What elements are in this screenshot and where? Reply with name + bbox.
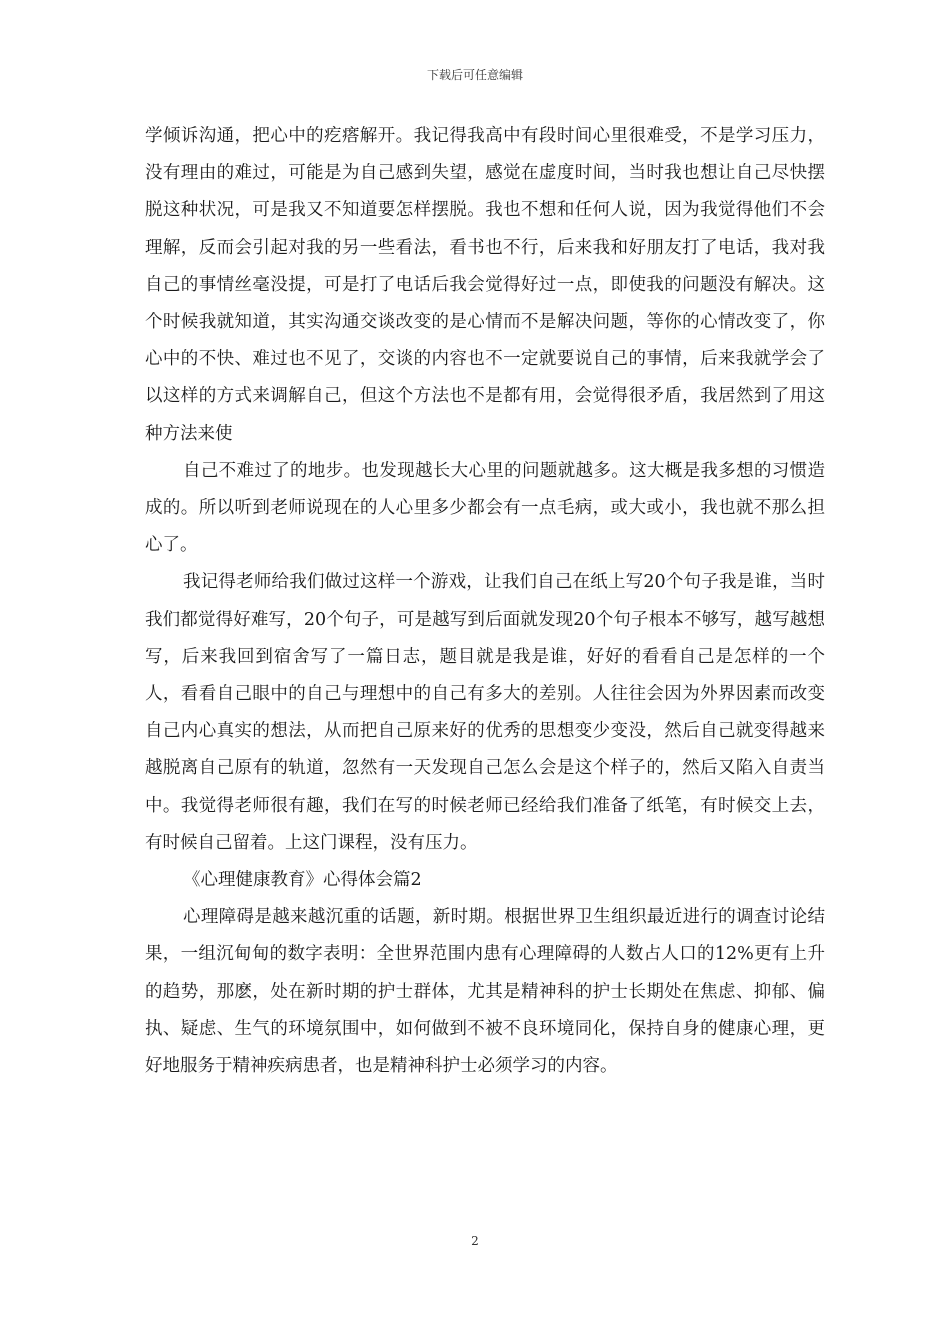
paragraph: 自己不难过了的地步。也发现越长大心里的问题就越多。这大概是我多想的习惯造成的。所以听到老师说现在的人心里多少都会有一点毛病，或大或小，我也就不那么担心了。 [145, 460, 825, 556]
document-body [145, 118, 825, 1085]
paragraph: 心理障碍是越来越沉重的话题，新时期。根据世界卫生组织最近进行的调查讨论结果，一组沉甸甸的数字表明：全世界范围内患有心理障碍的人数占人口的12%更有上升的趋势，那麽，处在新时期的护士群体，尤其是精神科的护士长期处在焦虑、抑郁、偏执、疑虑、生气的环境氛围中，如何做到不被不良环境同化，保持自身的健康心理，更好地服务于精神疾病患者，也是精神科护士必须学习的内容。 [145, 907, 825, 1077]
section-title: 《心理健康教育》心得体会篇2 [183, 870, 422, 891]
paragraph-continued: 学倾诉沟通，把心中的疙瘩解开。我记得我高中有段时间心里很难受，不是学习压力，没有理由的难过，可能是为自己感到失望，感觉在虚度时间，当时我也想让自己尽快摆脱这种状况，可是我又不知道要怎样摆脱。我也不想和任何人说，因为我觉得他们不会理解，反而会引起对我的另一些看法，看书也不行，后来我和好朋友打了电话，我对我自己的事情丝毫没提，可是打了电话后我会觉得好过一点，即使我的问题没有解决。这个时候我就知道，其实沟通交谈改变的是心情而不是解决问题，等你的心情改变了，你心中的不快、难过也不见了，交谈的内容也不一定就要说自己的事情，后来我就学会了以这样的方式来调解自己，但这个方法也不是都有用，会觉得很矛盾，我居然到了用这种方法来使 [145, 126, 825, 444]
page-number: 2 [471, 1234, 479, 1248]
paragraph: 我记得老师给我们做过这样一个游戏，让我们自己在纸上写20个句子我是谁，当时我们都觉得好难写，20个句子，可是越写到后面就发现20个句子根本不够写，越写越想写，后来我回到宿舍写了一篇日志，题目就是我是谁，好好的看看自己是怎样的一个人，看看自己眼中的自己与理想中的自己有多大的差别。人往往会因为外界因素而改变自己内心真实的想法，从而把自己原来好的优秀的思想变少变没，然后自己就变得越来越脱离自己原有的轨道，忽然有一天发现自己怎么会是这个样子的，然后又陷入自责当中。我觉得老师很有趣，我们在写的时候老师已经给我们准备了纸笔，有时候交上去，有时候自己留着。上这门课程，没有压力。 [145, 572, 825, 853]
page-header: 下载后可任意编辑 [426, 68, 523, 82]
